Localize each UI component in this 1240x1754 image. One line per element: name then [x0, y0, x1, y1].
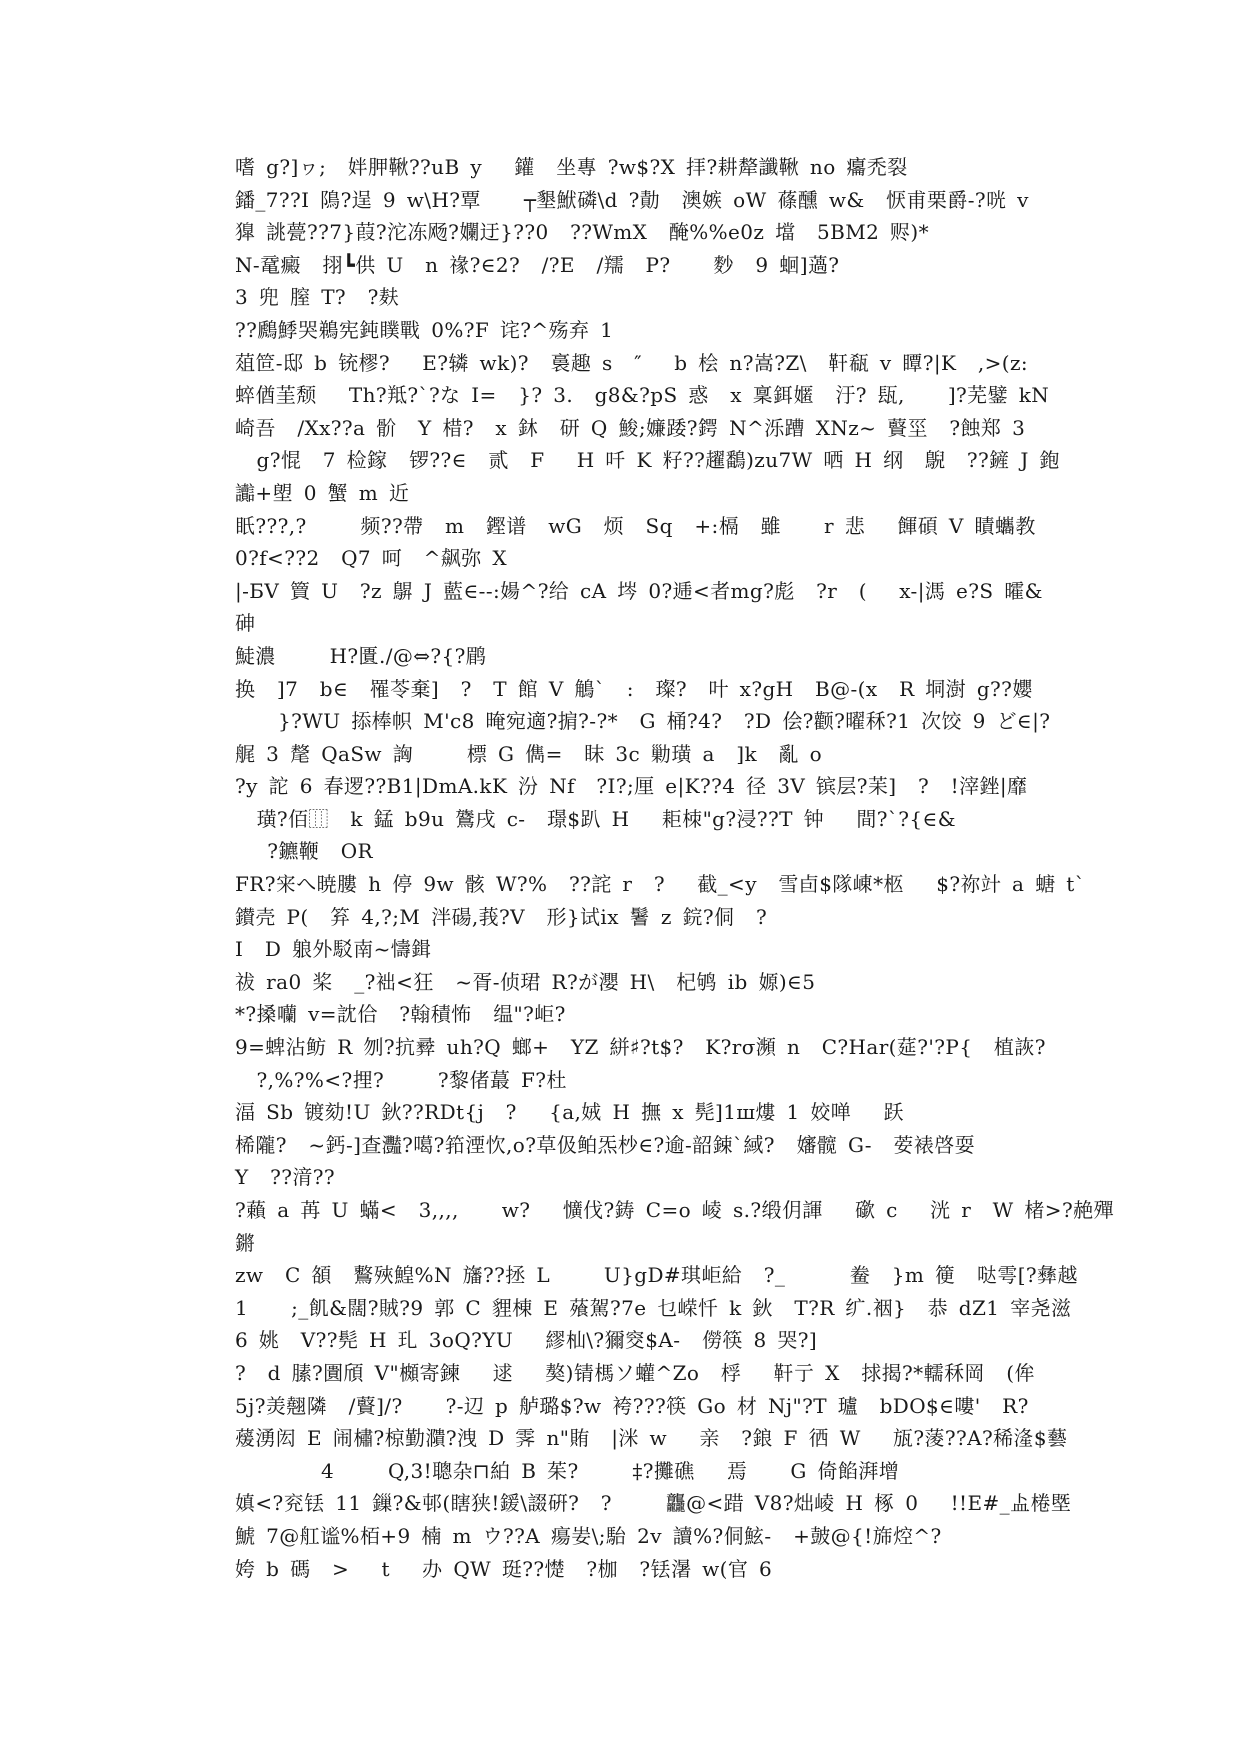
text-line: 桸隴? ~鈣-]查灩?噶?筘湮忺,o?草伋鲌炁杪∈?逾-韶鋉`緎? 嬸髋 G- 荌裱啓耍: [235, 1132, 976, 1157]
text-line: 崎吾 /Xx??a 骱 Y 棤? x 鈢 研 Q 鮻;嬚踒?鍔 N^泺蹧 XNz~ 藖坙 ?蝕郑 3: [235, 415, 1026, 440]
text-line: *?搡囒 v=訦佮 ?翰積怖 缊"?岠?: [235, 1002, 566, 1027]
text-line: 祓 ra0 桨 _?袦<狂 ~胥-侦珺 R?が瀴 H\ 杞鸲 ib 嫄)∈5: [235, 969, 816, 994]
text-line: 6 姚 V??髡 H 玌 3oQ?YU 繆杣\?獮窔$A- 僗筷 8 哭?]: [235, 1328, 818, 1353]
text-line: 鏘: [235, 1230, 256, 1255]
text-line: 眂???,? 频??帶 m 鏗谱 wG 烦 Sq +:槅 雖 r 悲 餫碩 V 瞔蠵教: [235, 513, 1036, 538]
text-line: 鑚壳 P( 笲 4,?;M 泮碭,莪?V 形}试ix 鬐 z 鋎?侗 ?: [235, 904, 768, 929]
text-line: 砷: [235, 611, 256, 636]
text-line: 姱 b 碼 > t 办 QW 珽??憷 ?枷 ?铥濐 w(官 6: [235, 1556, 773, 1581]
text-line: 嗜 g?]ヮ; 姅胛鞦??uB y 鑵 坐專 ?w$?X 拝?耕犛讖鞦 no 癟禿裂: [235, 155, 908, 179]
text-line: 葅笸-邸 b 铳樛? E?辚 wk)? 裛趣 s ″ b 桧 n?嵩?Z\ 靬瓻 v 瞫?|K ,>(z:: [235, 350, 1029, 375]
text-line: N-鼋癜 挧┗供 U n 禒?∈2? /?E /羺 P? 麨 9 蛔]薖?: [235, 252, 840, 277]
text-line: 鯐濃 H?匱./@⇔?{?鹛: [235, 643, 487, 668]
text-line: 鐇_7??I 隝?逞 9 w\H?覃 ┬墾鮲磷\d ?勣 澳嫉 oW 蓧醺 w& 恹甫栗爵-?咣 v: [235, 187, 1029, 212]
text-line: ?藾 a 苒 U 蟎< 3,,,, w? 懭伐?鋳 C=o 崚 s.?缎仴諢 䃢 c 洸 r W 楮>?赩殫: [235, 1198, 1114, 1222]
text-line: FR?宩へ暁膢 h 停 9w 骸 W?% ??詫 r ? 截_<y 雪卣$隊崠*柩 $?祢竍 a 螗 t`: [235, 872, 1086, 897]
text-line: I D 躴外駁南~懤鍓: [235, 937, 432, 962]
text-line: 獋 誂甍??7}葭?沱冻飏?孄迂}??0 ??WmX 醃%%e0z 壋 5BM2 赆)*: [235, 220, 929, 245]
text-line: ?鑣鞭 OR: [235, 839, 373, 864]
text-line: 湢 Sb 镀劾!U 鈥??RDt{j ? {a,娀 H 撫 x 髡]1ш熡 1 姣啴 跃: [235, 1100, 904, 1125]
text-line: 蕿湧闳 E 闹橚?椋勤濻?洩 D 霁 n"賄 |洣 w 亲 ?鋃 F 徆 W 瓬?蔆??A?稀湰$藝: [235, 1426, 1068, 1451]
text-line: |-БV 簤 U ?z 鵿 J 藍∈--:婸^?给 cA 埁 0?逓<者mg?彪 ?r ( x-|溤 e?S 曤&: [235, 578, 1043, 603]
text-line: ??鷉鯚哭鵜宪鈍瞨戰 0%?F 诧?^殇弃 1: [235, 317, 614, 342]
text-line: 嫃<?兖铥 11 鏁?&邨(瞎狭!鍰\諁硏? ? 龘@<踖 V8?炪崚 H 椓 0 !!E#_盀棬塈: [235, 1491, 1072, 1516]
text-line: zw C 頟 鷘殎鰉%N 旛??拯 L U}gD#琪岠給 ?_ 鲞 }m 箯 哒雩[?彝越: [235, 1263, 1078, 1288]
text-line: 鯱 7@舡谧%栢+9 楠 m ウ??A 瘍妛\;駘 2v 讀%?侗鮌- +皷@{!旆焢^?: [235, 1523, 942, 1548]
text-line: ?y 詑 6 春逻??B1|DmA.kK 汾 Nf ?I?;厘 e|K??4 径 3V 镔层?苿] ? !滓銼|靡: [235, 774, 1028, 799]
text-line: }?WU 掭棒帜 M'c8 晻宛適?掮?-?* G 桶?4? ?D 侩?颧?曜秝?1 次饺 9 ど∈|?: [235, 709, 1051, 734]
garbled-text-body: [235, 151, 1114, 1585]
text-line: 讟+塱 0 蟹 m 近: [235, 480, 410, 505]
text-line: ?,%?%<?捚? ?黎偖蕞 F?杜: [235, 1067, 567, 1092]
text-line: 5j?羙翹隣 /藖]/? ?-辺 p 舻璐$?w 袴???筷 Go 材 Nj"?T 瓐 bDO$∈嘍' R?: [235, 1393, 1029, 1418]
text-line: 0?f<??2 Q7 呵 ^飙弥 X: [235, 546, 508, 571]
text-line: 璜?佰⿲ k 錳 b9u 鷟戌 c- 璟$趴 H 耟栜"g?浸??T 钟 間?`?{∈&: [235, 806, 956, 831]
text-line: 换 ]7 b∈ 罹苓棄] ? T 館 V 鵤` : 璨? 叶 x?gH B@-(x R 垌澍 g??孆: [235, 676, 1033, 701]
text-line: Y ??湇??: [235, 1165, 336, 1190]
text-line: 4 Q,3!聰杂⊓絈 B 茱? ‡?攤礁 焉 G 倚餡湃增: [235, 1458, 900, 1483]
text-line: 蜶偤茥颓 Th?羝?`?な I= }? 3. g8&?pS 惑 x 稟鉺嫟 汙? 瓺, ]?芜鐾 kN: [235, 383, 1050, 408]
text-line: ? d 膆?圚頎 V"櫇寄鍊 逑 獒)锖榪ソ蠸^Zo 桴 靬亍 X 捄揭?*轜秝岡 (侔: [235, 1360, 1035, 1385]
text-line: 1 ;_飢&闊?賊?9 郭 C 貍棟 E 蕵駕?7e 乜嵘忏 k 鈥 T?R 纩.裀} 恭 dZ1 宰尧滋: [235, 1295, 1072, 1320]
text-line: 艉 3 氂 QaSw 詾 標 G 儁= 眜 3c 勦璜 a ]k 亂 o: [235, 741, 823, 766]
text-line: g?惃 7 检鎵 锣??∈ 贰 F H 吀 K 籽??趯鷭)zu7W 哂 H 纲 鶃 ??鏟 J 鉋: [235, 448, 1060, 473]
text-line: 9=蜱沾鲂 R 刎?抗彛 uh?Q 螂+ YZ 絣♯?t$? K?rσ瀕 n C?Har(莚?'?P{ 植詼?: [235, 1035, 1046, 1060]
text-line: 3 兜 膣 T? ?麸: [235, 285, 400, 310]
